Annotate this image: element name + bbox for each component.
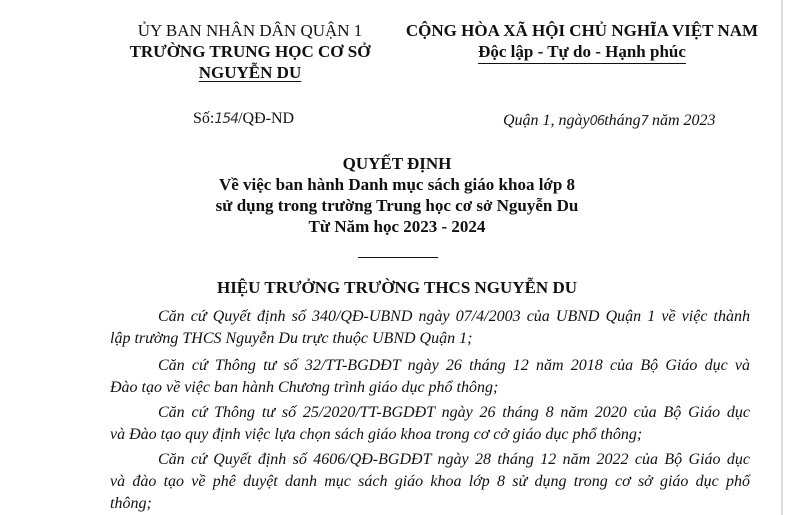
issuing-organization xyxy=(110,20,390,83)
date-month-handwritten: 7 xyxy=(640,114,648,129)
country-name: CỘNG HÒA XÃ HỘI CHỦ NGHĨA VIỆT NAM xyxy=(405,21,759,40)
date-month-label: tháng xyxy=(604,112,641,129)
legal-basis-paragraph-2: Căn cứ Thông tư số 32/TT-BGDĐT ngày 26 tháng 12 năm 2018 của Bộ Giáo dục và Đào tạo về việc ban hành Chương trình giáo dục phổ thông; xyxy=(110,357,750,396)
date-day-handwritten: 06 xyxy=(589,114,605,129)
title-divider xyxy=(358,257,438,258)
doc-number-prefix: Số: xyxy=(193,110,215,127)
decision-subject-line2: sử dụng trong trường Trung học cơ sở Nguyễn Du xyxy=(215,196,579,215)
date-place: Quận 1, ngày xyxy=(503,112,590,129)
national-header xyxy=(372,20,792,64)
issuing-authority: HIỆU TRƯỞNG TRƯỜNG THCS NGUYỄN DU xyxy=(216,278,578,297)
legal-basis-paragraph-1: Căn cứ Quyết định số 340/QĐ-UBND ngày 07/4/2003 của UBND Quận 1 về việc thành lập trường THCS Nguyễn Du trực thuộc UBND Quận 1; xyxy=(110,308,750,347)
org-school-type: TRƯỜNG TRUNG HỌC CƠ SỞ xyxy=(129,42,371,61)
legal-basis-paragraph-3: Căn cứ Thông tư số 25/2020/TT-BGDĐT ngày 26 tháng 8 năm 2020 của Bộ Giáo dục và Đào tạo quy định việc lựa chọn sách giáo khoa trong cơ cở giáo dục phổ thông; xyxy=(110,404,750,443)
document-number xyxy=(193,110,294,128)
org-district: ỦY BAN NHÂN DÂN QUẬN 1 xyxy=(137,21,363,40)
org-school-name: NGUYỄN DU xyxy=(198,63,302,82)
decision-title xyxy=(0,153,794,237)
date-year: năm 2023 xyxy=(651,112,716,129)
decision-subject-line3: Từ Năm học 2023 - 2024 xyxy=(308,217,486,236)
decision-heading: QUYẾT ĐỊNH xyxy=(342,154,452,173)
doc-number-suffix: /QĐ-ND xyxy=(238,110,295,127)
document-date xyxy=(503,112,716,130)
doc-number-handwritten: 154 xyxy=(214,111,239,127)
scan-edge-shadow xyxy=(781,0,783,515)
decision-subject-line1: Về việc ban hành Danh mục sách giáo khoa lớp 8 xyxy=(218,175,576,194)
national-motto: Độc lập - Tự do - Hạnh phúc xyxy=(478,41,686,64)
legal-basis-paragraph-4: Căn cứ Quyết định số 4606/QĐ-BGDĐT ngày 28 tháng 12 năm 2022 của Bộ Giáo dục và đào tạo về phê duyệt danh mục sách giáo khoa lớp 8 sử dụng trong cơ sở giáo dục phổ thông; xyxy=(110,451,750,512)
